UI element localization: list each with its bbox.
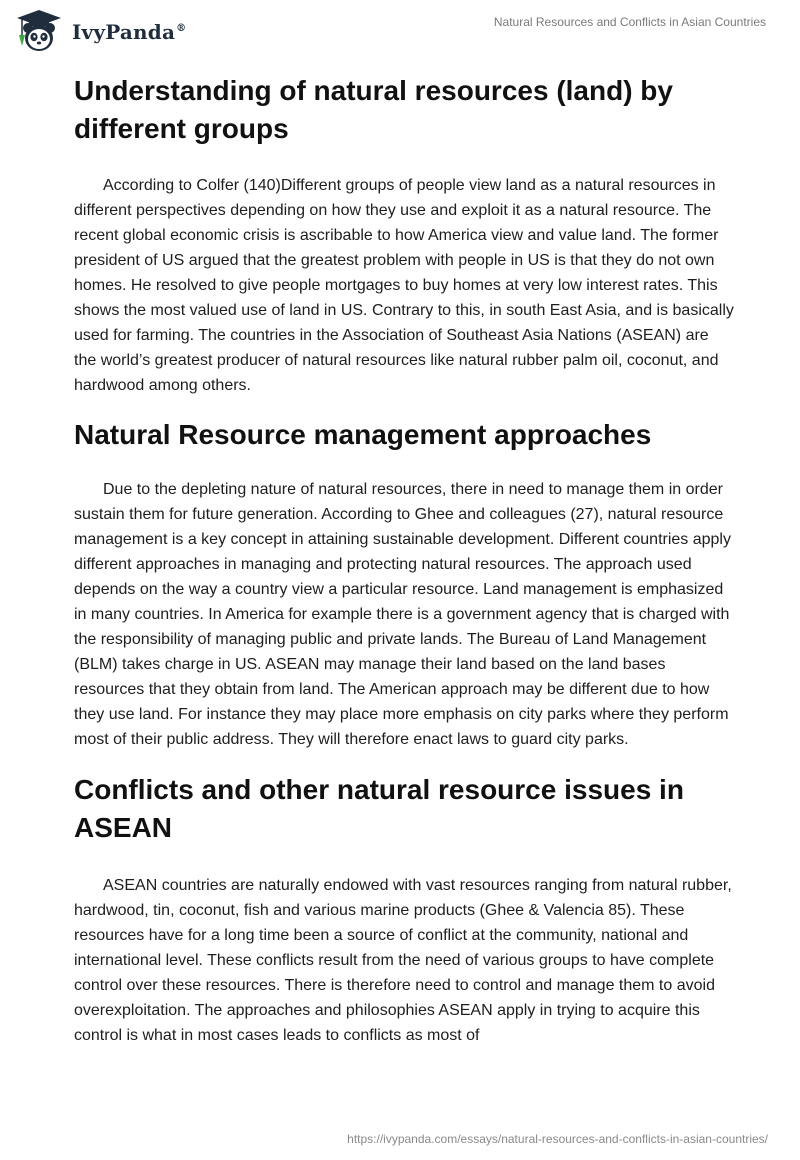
section-heading: Conflicts and other natural resource issues in ASEAN xyxy=(74,774,684,843)
page-header xyxy=(0,0,800,60)
section-heading: Natural Resource management approaches xyxy=(74,419,652,450)
section-paragraph: According to Colfer (140)Different groups of people view land as a natural resources in different perspectives depending on how they use and exploit it as a natural resource. The recent global economic crisis is ascribable to how America view and value land. The former president of US argued that the greatest problem with people in US is that they do not own homes. He resolved to give people mortgages to buy homes at very low interest rates. This shows the most valued use of land in US. Contrary to this, in south East Asia, and is basically used for farming. The countries in the Association of Southeast Asia Nations (ASEAN) are the world’s greatest producer of natural resources like natural rubber palm oil, coconut, and hardwood among others. xyxy=(74,177,734,394)
section-paragraph: Due to the depleting nature of natural resources, there in need to manage them in order sustain them for future generation. According to Ghee and colleagues (27), natural resource management is a key concept in attaining sustainable development. Different countries apply different approaches in managing and protecting natural resources. The approach used depends on the way a country view a particular resource. Land management is emphasized in many countries. In America for example there is a government agency that is charged with the responsibility of managing public and private lands. The Bureau of Land Management (BLM) takes charge in US. ASEAN may manage their land based on the land bases resources that they obtain from land. The American approach may be different due to how they use land. For instance they may place more emphasis on city parks where they perform most of their public address. They will therefore enact laws to guard city parks. xyxy=(74,481,731,748)
article-body xyxy=(74,72,734,1048)
ivypanda-logo[interactable] xyxy=(14,8,186,54)
panda-graduation-cap-icon xyxy=(14,8,64,54)
document-title: Natural Resources and Conflicts in Asian Countries xyxy=(493,15,766,29)
section-paragraph: ASEAN countries are naturally endowed with vast resources ranging from natural rubber, hardwood, tin, coconut, fish and various marine products (Ghee & Valencia 85). These resources have for a long time been a source of conflict at the community, national and international level. These conflicts result from the need of various groups to have complete control over these resources. There is therefore need to control and manage them to avoid overexploitation. The approaches and philosophies ASEAN apply in trying to acquire this control is what in most cases leads to conflicts as most of xyxy=(74,877,732,1044)
source-url[interactable]: https://ivypanda.com/essays/natural-resources-and-conflicts-in-asian-countries/ xyxy=(347,1132,768,1146)
brand-name: IvyPanda® xyxy=(72,20,187,44)
section-heading: Understanding of natural resources (land) by different groups xyxy=(74,75,673,144)
